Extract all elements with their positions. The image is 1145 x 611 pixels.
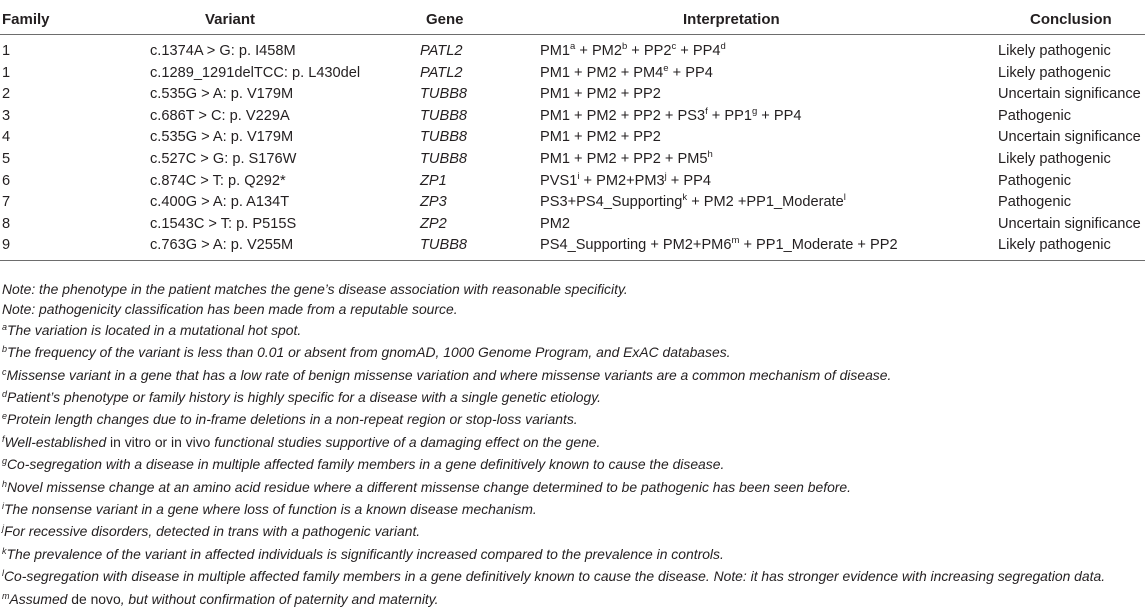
interpretation-text: PM1 — [540, 43, 571, 59]
interpretation-text: PM1 + PM2 + PP2 — [540, 86, 661, 103]
footnote-line — [2, 477, 1142, 499]
footnote-term: in vitro or in vivo — [110, 433, 211, 450]
cell-gene: TUBB8 — [420, 107, 468, 124]
cell-conclusion: Uncertain significance — [998, 86, 1141, 103]
footnote-line — [2, 566, 1142, 588]
cell-variant: c.535G > A: p. V179M — [150, 86, 294, 103]
table-row — [0, 40, 1145, 62]
footnote-line — [2, 544, 1142, 566]
footnote-marker: l — [843, 192, 846, 204]
footnote-text: Assumed — [9, 590, 72, 607]
table-row — [0, 170, 1145, 192]
footnote-marker: h — [2, 478, 8, 489]
footnote-text: The variation is located in a mutational hot spot. — [7, 321, 302, 338]
table-row — [0, 191, 1145, 213]
cell-conclusion: Likely pathogenic — [998, 64, 1111, 81]
footnote-text: Protein length changes due to in-frame deletions in a non-repeat region or stop-loss variants. — [7, 411, 578, 428]
footnote-marker: i — [577, 170, 580, 182]
cell-gene: TUBB8 — [420, 237, 468, 254]
cell-variant: c.527C > G: p. S176W — [150, 150, 297, 167]
header-interpretation: Interpretation — [683, 11, 780, 28]
footnote-text: The prevalence of the variant in affected individuals is significantly increased compared to the prevalence in controls. — [6, 545, 724, 562]
interpretation-text: PM1 + PM2 + PM4 — [540, 64, 664, 81]
cell-conclusion: Uncertain significance — [998, 129, 1141, 146]
cell-family: 8 — [2, 215, 11, 232]
cell-family: 9 — [2, 237, 11, 254]
footnote-marker: m — [731, 235, 740, 247]
footnote-line — [2, 432, 1142, 454]
footnote-text: , but without confirmation of paternity and maternity. — [120, 590, 439, 607]
footnote-marker: d — [720, 41, 726, 52]
cell-gene: ZP1 — [420, 172, 447, 189]
table-row — [0, 105, 1145, 127]
cell-conclusion: Pathogenic — [998, 107, 1072, 124]
interpretation-text: + PP4 — [757, 107, 802, 124]
interpretation-text: PM2 — [540, 215, 571, 232]
footnote-line — [2, 499, 1142, 521]
footnote-marker: c — [2, 366, 7, 377]
footnote-marker: f — [705, 105, 708, 117]
cell-gene: TUBB8 — [420, 129, 468, 146]
cell-gene: ZP3 — [420, 194, 447, 211]
interpretation-text: + PP4 — [668, 64, 713, 81]
cell-family: 7 — [2, 194, 11, 211]
table-row — [0, 126, 1145, 148]
cell-family: 3 — [2, 107, 11, 124]
footnote-line — [2, 454, 1142, 476]
interpretation-text: + PM2 +PP1_Moderate — [687, 194, 844, 211]
cell-family: 5 — [2, 150, 11, 167]
footnote-marker: l — [2, 568, 4, 579]
cell-interpretation — [540, 105, 802, 124]
footnote-marker: b — [2, 344, 8, 355]
cell-variant: c.686T > C: p. V229A — [150, 107, 290, 124]
cell-gene: PATL2 — [420, 43, 463, 59]
footnote-text: For recessive disorders, detected in trans with a pathogenic variant. — [4, 523, 421, 540]
footnote-line — [2, 387, 1142, 409]
interpretation-text: PS3+PS4_Supporting — [540, 194, 683, 211]
footnote-line — [2, 342, 1142, 364]
cell-conclusion: Uncertain significance — [998, 215, 1141, 232]
cell-interpretation — [540, 170, 711, 189]
interpretation-text: + PP1 — [707, 107, 752, 124]
cell-conclusion: Pathogenic — [998, 172, 1072, 189]
footnote-marker: a — [2, 321, 8, 332]
cell-family: 2 — [2, 86, 11, 103]
footnote-marker: a — [570, 41, 576, 52]
table-row — [0, 83, 1145, 105]
cell-interpretation — [540, 237, 898, 253]
footnote-marker: f — [2, 433, 5, 444]
interpretation-text: + PM2 — [575, 43, 622, 59]
cell-interpretation — [540, 194, 846, 210]
header-gene: Gene — [426, 11, 464, 28]
footnote-marker: k — [682, 192, 688, 204]
interpretation-text: PM1 + PM2 + PP2 — [540, 129, 661, 146]
interpretation-text: + PP2 — [627, 43, 672, 59]
header-conclusion: Conclusion — [1030, 11, 1112, 28]
footnote-text: The frequency of the variant is less than 0.01 or absent from gnomAD, 1000 Genome Program, and ExAC databases. — [7, 344, 731, 361]
cell-variant: c.763G > A: p. V255M — [150, 237, 294, 254]
cell-family: 1 — [2, 43, 11, 59]
table-footnotes — [2, 279, 1142, 611]
footnote-marker: g — [2, 456, 8, 467]
cell-conclusion: Likely pathogenic — [998, 150, 1111, 167]
cell-variant: c.400G > A: p. A134T — [150, 194, 290, 211]
footnote-marker: b — [621, 41, 628, 52]
footnote-marker: h — [707, 148, 713, 160]
interpretation-text: + PP4 — [666, 172, 711, 189]
footnote-line — [2, 365, 1142, 387]
cell-family: 1 — [2, 64, 11, 81]
cell-variant: c.1289_1291delTCC: p. L430del — [150, 64, 361, 81]
footnote-marker: j — [2, 523, 4, 534]
table-row — [0, 213, 1145, 235]
cell-conclusion: Pathogenic — [998, 194, 1072, 211]
footnote-text: Well-established — [4, 433, 111, 450]
cell-gene: ZP2 — [420, 215, 447, 232]
cell-interpretation — [540, 43, 726, 59]
table-row — [0, 62, 1145, 84]
interpretation-text: + PM2+PM3 — [579, 172, 665, 189]
cell-conclusion: Likely pathogenic — [998, 43, 1111, 59]
footnote-text: Co-segregation with a disease in multiple affected family members in a gene definitively known to cause the disease. — [7, 456, 725, 473]
interpretation-text: PS4_Supporting + PM2+PM6 — [540, 237, 732, 254]
cell-interpretation — [540, 148, 713, 167]
footnote-text: Note: pathogenicity classification has been made from a reputable source. — [2, 301, 458, 318]
table-row — [0, 148, 1145, 170]
footnote-line — [2, 521, 1142, 543]
cell-gene: TUBB8 — [420, 86, 468, 103]
cell-interpretation — [540, 62, 713, 81]
footnote-text: The nonsense variant in a gene where loss of function is a known disease mechanism. — [4, 501, 537, 518]
cell-variant: c.1543C > T: p. P515S — [150, 215, 297, 232]
header-family: Family — [2, 11, 50, 28]
footnote-text: Note: the phenotype in the patient matches the gene’s disease association with reasonable specificity. — [2, 281, 628, 297]
footnote-text: Co-segregation with disease in multiple affected family members in a gene definitively known to cause the disease. Note: it has stronger evidence with increasing segregation data. — [4, 568, 1106, 585]
footnote-text: Novel missense change at an amino acid residue where a different missense change determined to be pathogenic has been seen before. — [7, 478, 852, 495]
table-body — [0, 35, 1145, 261]
header-variant: Variant — [205, 11, 256, 28]
cell-family: 6 — [2, 172, 11, 189]
footnote-marker: j — [664, 170, 667, 182]
interpretation-text: PVS1 — [540, 172, 578, 189]
footnote-marker: m — [2, 590, 10, 601]
footnote-line — [2, 409, 1142, 431]
cell-gene: TUBB8 — [420, 150, 468, 167]
footnote-text: Patient’s phenotype or family history is highly specific for a disease with a single genetic etiology. — [7, 389, 602, 406]
cell-variant: c.874C > T: p. Q292* — [150, 172, 286, 189]
footnote-marker: e — [2, 411, 8, 422]
footnote-line — [2, 320, 1142, 342]
interpretation-text: PM1 + PM2 + PP2 + PS3 — [540, 107, 706, 124]
cell-variant: c.535G > A: p. V179M — [150, 129, 294, 146]
footnote-marker: d — [2, 389, 8, 400]
footnote-marker: e — [663, 62, 669, 74]
cell-interpretation — [540, 129, 661, 145]
table-row — [0, 234, 1145, 256]
footnote-line — [2, 279, 1142, 299]
footnote-marker: k — [2, 545, 7, 556]
interpretation-text: PM1 + PM2 + PP2 + PM5 — [540, 150, 708, 167]
cell-conclusion: Likely pathogenic — [998, 237, 1111, 254]
interpretation-text: + PP4 — [676, 43, 721, 59]
footnote-term: de novo — [71, 590, 121, 607]
cell-interpretation — [540, 86, 661, 102]
footnote-marker: g — [751, 105, 758, 117]
footnote-text: functional studies supportive of a damaging effect on the gene. — [210, 433, 601, 450]
cell-family: 4 — [2, 129, 11, 146]
footnote-line — [2, 299, 1142, 319]
cell-gene: PATL2 — [420, 64, 463, 81]
variant-table — [0, 0, 1145, 261]
cell-variant: c.1374A > G: p. I458M — [150, 43, 296, 59]
footnote-line — [2, 589, 1142, 611]
table-header — [0, 0, 1145, 35]
cell-interpretation — [540, 216, 570, 232]
footnote-marker: c — [671, 41, 677, 52]
footnote-text: Missense variant in a gene that has a low rate of benign missense variation and where missense variants are a common mechanism of disease. — [6, 366, 892, 383]
footnote-marker: i — [2, 501, 4, 512]
interpretation-text: + PP1_Moderate + PP2 — [739, 237, 898, 254]
